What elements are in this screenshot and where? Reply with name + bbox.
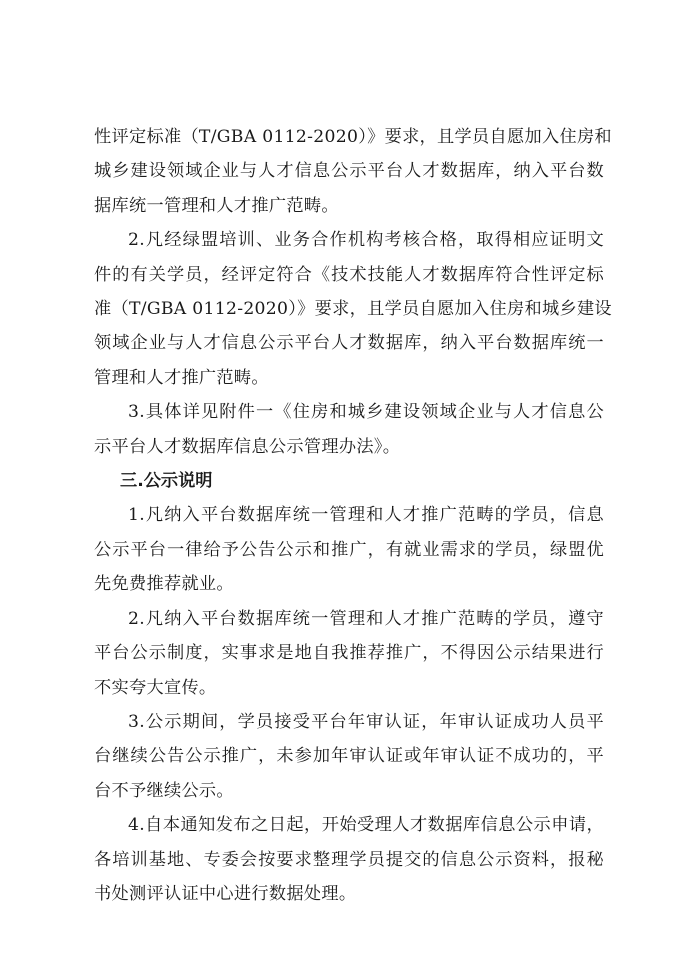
text-line: 示平台人才数据库信息公示管理办法》。: [94, 436, 401, 457]
document-body: [94, 120, 612, 911]
text-line: 性评定标准（T/GBA 0112-2020）》要求，且学员自愿加入住房和: [94, 127, 612, 147]
text-line: 1.凡纳入平台数据库统一管理和人才推广范畴的学员，信息: [128, 505, 604, 526]
text-line: 准（T/GBA 0112-2020）》要求，且学员自愿加入住房和城乡建设: [94, 299, 612, 320]
text-line: 先免费推荐就业。: [94, 574, 234, 595]
paragraph: [94, 602, 604, 705]
text-line: 件的有关学员，经评定符合《技术技能人才数据库符合性评定标: [94, 264, 604, 285]
text-line: 2.凡经绿盟培训、业务合作机构考核合格，取得相应证明文: [128, 230, 604, 251]
text-line: 领域企业与人才信息公示平台人才数据库，纳入平台数据库统一: [94, 333, 604, 354]
paragraph: [94, 808, 604, 911]
paragraph: [94, 395, 604, 464]
text-line: 3.具体详见附件一《住房和城乡建设领域企业与人才信息公: [128, 402, 604, 423]
text-line: 台继续公告公示推广，未参加年审认证或年审认证不成功的，平: [94, 746, 604, 767]
text-line: 城乡建设领域企业与人才信息公示平台人才数据库，纳入平台数: [94, 161, 604, 182]
paragraph: [94, 120, 612, 223]
text-line: 公示平台一律给予公告公示和推广，有就业需求的学员，绿盟优: [94, 539, 604, 560]
text-line: 3.公示期间，学员接受平台年审认证，年审认证成功人员平: [128, 711, 604, 732]
paragraph: [94, 498, 604, 601]
text-line: 2.凡纳入平台数据库统一管理和人才推广范畴的学员，遵守: [128, 608, 604, 629]
text-line: 平台公示制度，实事求是地自我推荐推广，不得因公示结果进行: [94, 643, 604, 664]
text-line: 台不予继续公示。: [94, 780, 234, 801]
text-line: 不实夸大宣传。: [94, 677, 217, 698]
text-line: 据库统一管理和人才推广范畴。: [94, 195, 339, 216]
section-heading: 三.公示说明: [120, 471, 213, 492]
paragraph: [94, 223, 612, 395]
text-line: 书处测评认证中心进行数据处理。: [94, 883, 357, 904]
paragraph: [94, 705, 604, 808]
text-line: 4.自本通知发布之日起，开始受理人才数据库信息公示申请，: [128, 815, 604, 836]
text-line: 各培训基地、专委会按要求整理学员提交的信息公示资料，报秘: [94, 849, 604, 870]
text-line: 管理和人才推广范畴。: [94, 367, 269, 388]
